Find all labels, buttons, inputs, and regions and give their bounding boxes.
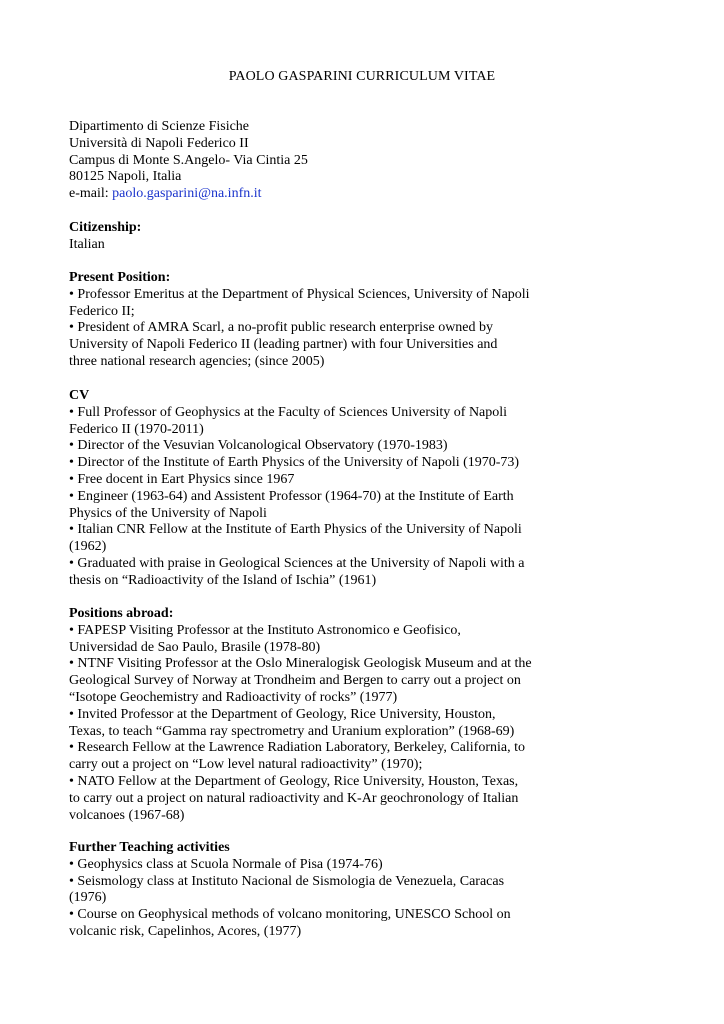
positions-abroad-line: • Invited Professor at the Department of Geology, Rice University, Houston, <box>69 706 496 722</box>
address-line: 80125 Napoli, Italia <box>69 169 182 185</box>
positions-abroad-line: • FAPESP Visiting Professor at the Instituto Astronomico e Geofisico, <box>69 622 461 638</box>
present-position-section <box>69 270 569 371</box>
email-label: e-mail: <box>69 186 113 202</box>
cv-line: • Director of the Vesuvian Volcanological Observatory (1970-1983) <box>69 438 448 454</box>
cv-line: • Italian CNR Fellow at the Institute of Earth Physics of the University of Napoli <box>69 522 522 538</box>
positions-abroad-line: to carry out a project on natural radioactivity and K-Ar geochronology of Italian <box>69 790 519 806</box>
email-link[interactable]: paolo.gasparini@na.infn.it <box>112 186 262 202</box>
cv-line: • Engineer (1963-64) and Assistent Professor (1964-70) at the Institute of Earth <box>69 488 514 504</box>
citizenship-heading: Citizenship: <box>69 220 142 235</box>
positions-abroad-line: volcanoes (1967-68) <box>69 807 185 823</box>
address-line: Università di Napoli Federico II <box>69 135 249 151</box>
positions-abroad-line: • Research Fellow at the Lawrence Radiation Laboratory, Berkeley, California, to <box>69 740 525 756</box>
positions-abroad-section <box>69 606 569 824</box>
address-line: Dipartimento di Scienze Fisiche <box>69 119 250 134</box>
cv-line: Physics of the University of Napoli <box>69 505 267 521</box>
cv-line: • Director of the Institute of Earth Physics of the University of Napoli (1970-73) <box>69 455 520 471</box>
present-position-line: • President of AMRA Scarl, a no-profit public research enterprise owned by <box>69 320 494 336</box>
further-teaching-heading: Further Teaching activities <box>69 840 230 855</box>
cv-line: (1962) <box>69 539 107 555</box>
positions-abroad-line: • NTNF Visiting Professor at the Oslo Mineralogisk Geologisk Museum and at the <box>69 656 532 672</box>
further-teaching-section <box>69 840 569 941</box>
further-teaching-line: • Geophysics class at Scuola Normale of Pisa (1974-76) <box>69 856 383 872</box>
citizenship-section <box>69 220 569 254</box>
cv-line: • Free docent in Eart Physics since 1967 <box>69 471 295 487</box>
further-teaching-line: • Seismology class at Instituto Nacional de Sismologia de Venezuela, Caracas <box>69 873 505 889</box>
present-position-line: Federico II; <box>69 303 135 319</box>
cv-heading: CV <box>69 388 90 403</box>
positions-abroad-line: Geological Survey of Norway at Trondheim and Bergen to carry out a project on <box>69 673 521 689</box>
cv-line: thesis on “Radioactivity of the Island of Ischia” (1961) <box>69 572 377 588</box>
further-teaching-line: • Course on Geophysical methods of volcano monitoring, UNESCO School on <box>69 907 511 923</box>
address-block <box>69 119 569 203</box>
positions-abroad-line: • NATO Fellow at the Department of Geology, Rice University, Houston, Texas, <box>69 773 519 789</box>
document-title: PAOLO GASPARINI CURRICULUM VITAE <box>228 69 496 84</box>
positions-abroad-heading: Positions abroad: <box>69 606 174 621</box>
cv-line: • Full Professor of Geophysics at the Faculty of Sciences University of Napoli <box>69 404 508 420</box>
present-position-heading: Present Position: <box>69 270 171 285</box>
further-teaching-line: (1976) <box>69 890 107 906</box>
positions-abroad-line: carry out a project on “Low level natural radioactivity” (1970); <box>69 757 423 773</box>
cv-line: • Graduated with praise in Geological Sciences at the University of Napoli with a <box>69 555 525 571</box>
citizenship-line: Italian <box>69 236 105 252</box>
further-teaching-line: volcanic risk, Capelinhos, Acores, (1977) <box>69 923 302 939</box>
positions-abroad-line: Texas, to teach “Gamma ray spectrometry and Uranium exploration” (1968-69) <box>69 723 515 739</box>
positions-abroad-line: “Isotope Geochemistry and Radioactivity of rocks” (1977) <box>69 689 398 705</box>
address-line: Campus di Monte S.Angelo- Via Cintia 25 <box>69 152 308 168</box>
cv-section <box>69 388 569 590</box>
present-position-line: University of Napoli Federico II (leading partner) with four Universities and <box>69 337 498 353</box>
present-position-line: • Professor Emeritus at the Department of Physical Sciences, University of Napoli <box>69 286 530 302</box>
email-line <box>69 186 569 203</box>
cv-line: Federico II (1970-2011) <box>69 421 204 437</box>
present-position-line: three national research agencies; (since 2005) <box>69 353 325 369</box>
positions-abroad-line: Universidad de Sao Paulo, Brasile (1978-80) <box>69 639 321 655</box>
